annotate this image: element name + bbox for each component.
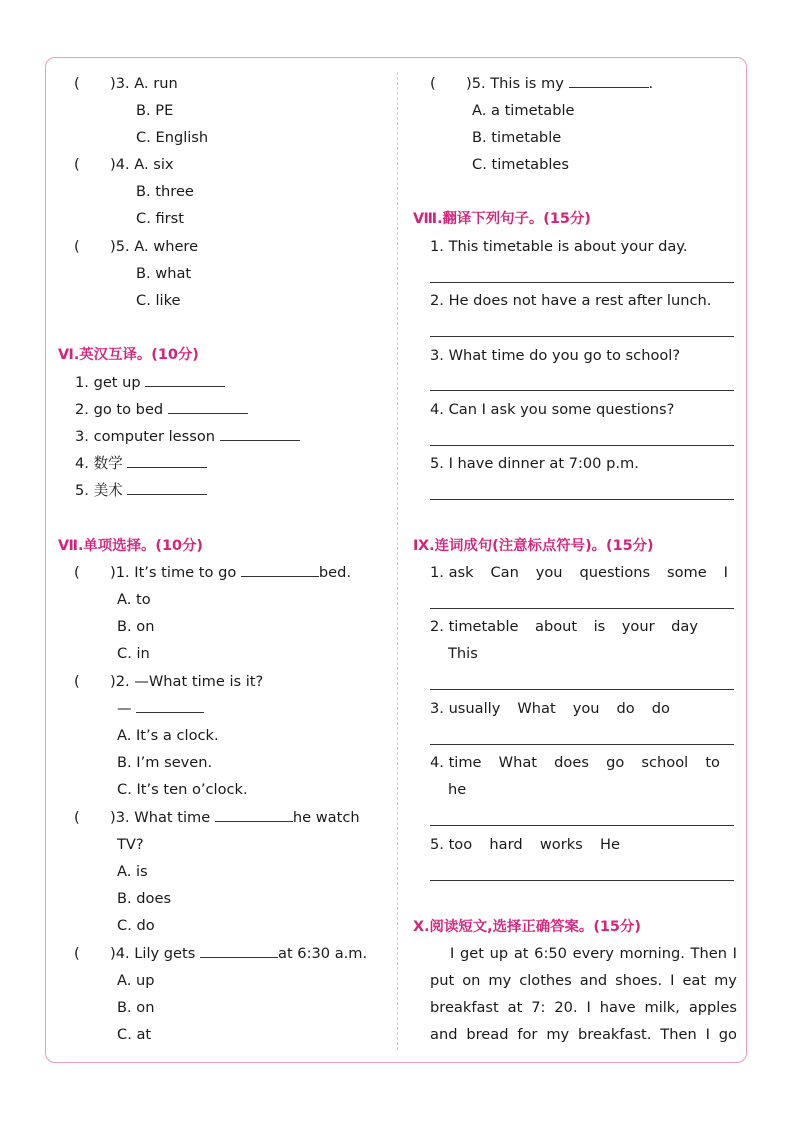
- translation-item: 4. 数学: [75, 455, 207, 473]
- sentence-item: 2. He does not have a rest after lunch.: [430, 292, 712, 309]
- sentence-item: 1. This timetable is about your day.: [430, 238, 688, 255]
- answer-blank[interactable]: [127, 455, 207, 468]
- passage-line: put on my clothes and shoes. I eat my: [430, 972, 737, 989]
- answer-line[interactable]: [430, 499, 734, 500]
- question-stem: )1. It’s time to go bed.: [110, 564, 352, 581]
- page-frame: [45, 57, 747, 1063]
- paren-open: (: [74, 238, 80, 255]
- answer-line[interactable]: [430, 744, 734, 745]
- answer-blank[interactable]: [569, 75, 649, 88]
- paren-open: (: [74, 75, 80, 92]
- option: A. a timetable: [472, 102, 575, 119]
- option: C. It’s ten o’clock.: [117, 781, 248, 798]
- paren-open: (: [74, 564, 80, 581]
- section-heading-9: Ⅸ.连词成句(注意标点符号)。(15分): [413, 538, 654, 554]
- question-stem: )2. —What time is it?: [110, 673, 264, 690]
- paren-open: (: [74, 945, 80, 962]
- answer-line[interactable]: [430, 336, 734, 337]
- answer-line[interactable]: [430, 825, 734, 826]
- option: C. first: [136, 210, 184, 227]
- word-set: 2. timetable about is your day: [430, 618, 698, 635]
- passage-line: I get up at 6:50 every morning. Then I: [450, 945, 737, 962]
- option: A. to: [117, 591, 151, 608]
- paren-open: (: [74, 809, 80, 826]
- passage-line: and bread for my breakfast. Then I go: [430, 1026, 737, 1043]
- answer-line[interactable]: [430, 445, 734, 446]
- option: B. three: [136, 183, 194, 200]
- sentence-item: 4. Can I ask you some questions?: [430, 401, 675, 418]
- question-stem: )5. This is my .: [466, 75, 654, 92]
- word-set: 5. too hard works He: [430, 836, 620, 853]
- dialogue-reply: —: [117, 700, 204, 718]
- option: B. on: [117, 618, 155, 635]
- word-set-cont: This: [448, 645, 478, 662]
- section-heading-10: Ⅹ.阅读短文,选择正确答案。(15分): [413, 919, 641, 935]
- answer-line[interactable]: [430, 689, 734, 690]
- option: C. do: [117, 917, 155, 934]
- translation-item: 2. go to bed: [75, 401, 248, 419]
- option: C. in: [117, 645, 150, 662]
- answer-blank[interactable]: [241, 564, 319, 577]
- translation-item: 1. get up: [75, 374, 225, 392]
- answer-line[interactable]: [430, 608, 734, 609]
- paren-open: (: [74, 673, 80, 690]
- section-heading-6: Ⅵ.英汉互译。(10分): [58, 347, 199, 363]
- option: C. like: [136, 292, 181, 309]
- passage-line: breakfast at 7: 20. I have milk, apples: [430, 999, 737, 1016]
- answer-blank[interactable]: [215, 809, 293, 822]
- option: B. on: [117, 999, 155, 1016]
- answer-line[interactable]: [430, 880, 734, 881]
- section-heading-8: Ⅷ.翻译下列句子。(15分): [413, 211, 591, 227]
- sentence-item: 3. What time do you go to school?: [430, 347, 681, 364]
- option: B. does: [117, 890, 172, 907]
- paren-open: (: [430, 75, 436, 92]
- answer-blank[interactable]: [145, 374, 225, 387]
- column-divider: [397, 72, 398, 1050]
- sentence-item: 5. I have dinner at 7:00 p.m.: [430, 455, 639, 472]
- question-stem: )4. Lily gets at 6:30 a.m.: [110, 945, 368, 962]
- question-stem: )3. What time he watch: [110, 809, 360, 826]
- word-set: 1. ask Can you questions some I: [430, 564, 728, 581]
- option: C. at: [117, 1026, 152, 1043]
- word-set-cont: he: [448, 781, 467, 798]
- question-stem: )4. A. six: [110, 156, 174, 173]
- answer-blank[interactable]: [200, 945, 278, 958]
- answer-blank[interactable]: [168, 401, 248, 414]
- answer-line[interactable]: [430, 390, 734, 391]
- section-heading-7: Ⅶ.单项选择。(10分): [58, 538, 203, 554]
- answer-blank[interactable]: [220, 428, 300, 441]
- word-set: 3. usually What you do do: [430, 700, 670, 717]
- option: A. is: [117, 863, 148, 880]
- option: A. up: [117, 972, 155, 989]
- paren-open: (: [74, 156, 80, 173]
- option: B. I’m seven.: [117, 754, 213, 771]
- translation-item: 3. computer lesson: [75, 428, 300, 446]
- translation-item: 5. 美术: [75, 482, 207, 500]
- question-stem: )3. A. run: [110, 75, 178, 92]
- option: B. timetable: [472, 129, 562, 146]
- question-stem-cont: TV?: [117, 836, 144, 853]
- word-set: 4. time What does go school to: [430, 754, 720, 771]
- option: C. timetables: [472, 156, 570, 173]
- option: B. PE: [136, 102, 174, 119]
- option: C. English: [136, 129, 209, 146]
- option: B. what: [136, 265, 192, 282]
- option: A. It’s a clock.: [117, 727, 219, 744]
- answer-blank[interactable]: [136, 700, 204, 713]
- question-stem: )5. A. where: [110, 238, 199, 255]
- answer-line[interactable]: [430, 282, 734, 283]
- answer-blank[interactable]: [127, 482, 207, 495]
